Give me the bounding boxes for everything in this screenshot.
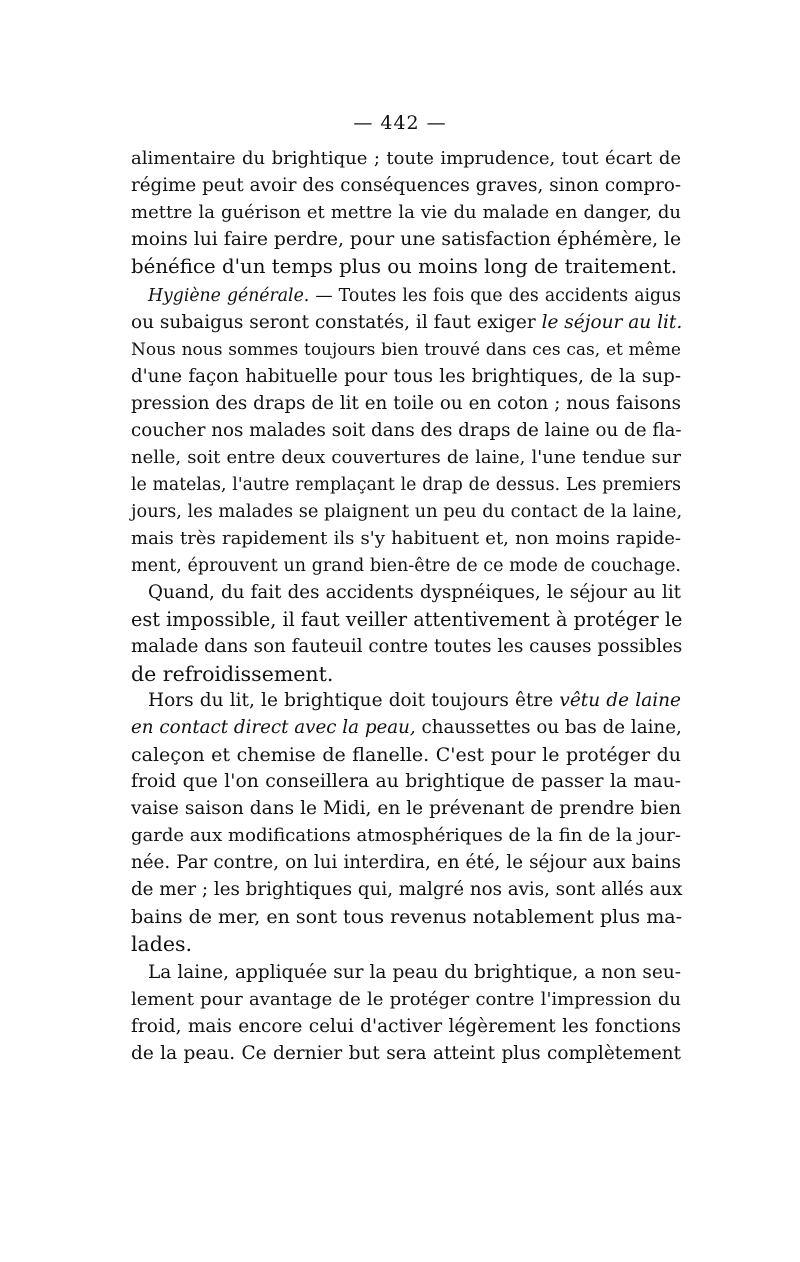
text-line: coucher nos malades soit dans des draps de laine ou de fla-	[131, 420, 682, 441]
emphasis-text: en contact direct avec la peau,	[131, 717, 416, 738]
text-line: régime peut avoir des conséquences graves, sinon compro-	[131, 175, 681, 196]
text-line: née. Par contre, on lui interdira, en été, le séjour aux bains	[131, 852, 681, 873]
text-line: de la peau. Ce dernier but sera atteint plus complètement	[131, 1043, 681, 1064]
text-span: ou subaigus seront constatés, il faut exiger	[131, 312, 542, 333]
text-span: Hors du lit, le brightique doit toujours être	[148, 690, 560, 711]
text-span: — Toutes les fois que des accidents aigus	[309, 286, 681, 306]
text-line: Quand, du fait des accidents dyspnéiques, le séjour au lit	[148, 582, 681, 603]
text-line: La laine, appliquée sur la peau du brightique, a non seu-	[148, 962, 681, 983]
text-line: Nous nous sommes toujours bien trouvé dans ces cas, et même	[131, 340, 681, 360]
text-line: vaise saison dans le Midi, en le prévenant de prendre bien	[131, 798, 681, 819]
text-line: pression des draps de lit en toile ou en coton ; nous faisons	[131, 393, 681, 414]
text-line: le matelas, l'autre remplaçant le drap de dessus. Les premiers	[131, 475, 681, 495]
text-line: caleçon et chemise de flanelle. C'est pour le protéger du	[131, 744, 681, 766]
text-line: alimentaire du brightique ; toute imprudence, tout écart de	[131, 148, 681, 169]
page-number: — 442 —	[353, 112, 447, 134]
section-heading-italic: Hygiène générale.	[148, 286, 310, 306]
emphasis-text: le séjour au lit.	[541, 312, 683, 333]
text-line	[148, 283, 681, 309]
text-span: chaussettes ou bas de laine,	[415, 717, 682, 738]
text-line: bénéfice d'un temps plus ou moins long de traitement.	[131, 255, 678, 278]
text-line: froid, mais encore celui d'activer légèrement les fonctions	[131, 1016, 681, 1037]
text-line: ment, éprouvent un grand bien-être de ce mode de couchage.	[131, 556, 681, 576]
text-line: moins lui faire perdre, pour une satisfaction éphémère, le	[131, 229, 682, 250]
text-line: malade dans son fauteuil contre toutes les causes possibles	[131, 636, 683, 657]
text-line: mais très rapidement ils s'y habituent et, non moins rapide-	[131, 528, 681, 549]
text-line	[131, 310, 681, 336]
text-line: de refroidissement.	[131, 662, 334, 686]
text-line: bains de mer, en sont tous revenus notablement plus ma-	[131, 906, 682, 928]
text-line: lement pour avantage de le protéger contre l'impression du	[131, 989, 681, 1010]
text-line: est impossible, il faut veiller attentivement à protéger le	[131, 608, 683, 631]
text-line: mettre la guérison et mettre la vie du malade en danger, du	[131, 202, 681, 223]
text-line: garde aux modifications atmosphériques de la fin de la jour-	[131, 825, 681, 846]
text-line: jours, les malades se plaignent un peu du contact de la laine,	[131, 502, 683, 522]
emphasis-text: vêtu de laine	[559, 690, 682, 711]
text-line	[148, 688, 681, 714]
text-line: nelle, soit entre deux couvertures de laine, l'une tendue sur	[131, 447, 681, 468]
text-line: de mer ; les brightiques qui, malgré nos avis, sont allés aux	[131, 879, 683, 900]
text-line: froid que l'on conseillera au brightique de passer la mau-	[131, 771, 681, 792]
text-line	[131, 715, 681, 741]
text-line: d'une façon habituelle pour tous les brightiques, de la sup-	[131, 366, 681, 387]
text-line: lades.	[131, 932, 193, 956]
